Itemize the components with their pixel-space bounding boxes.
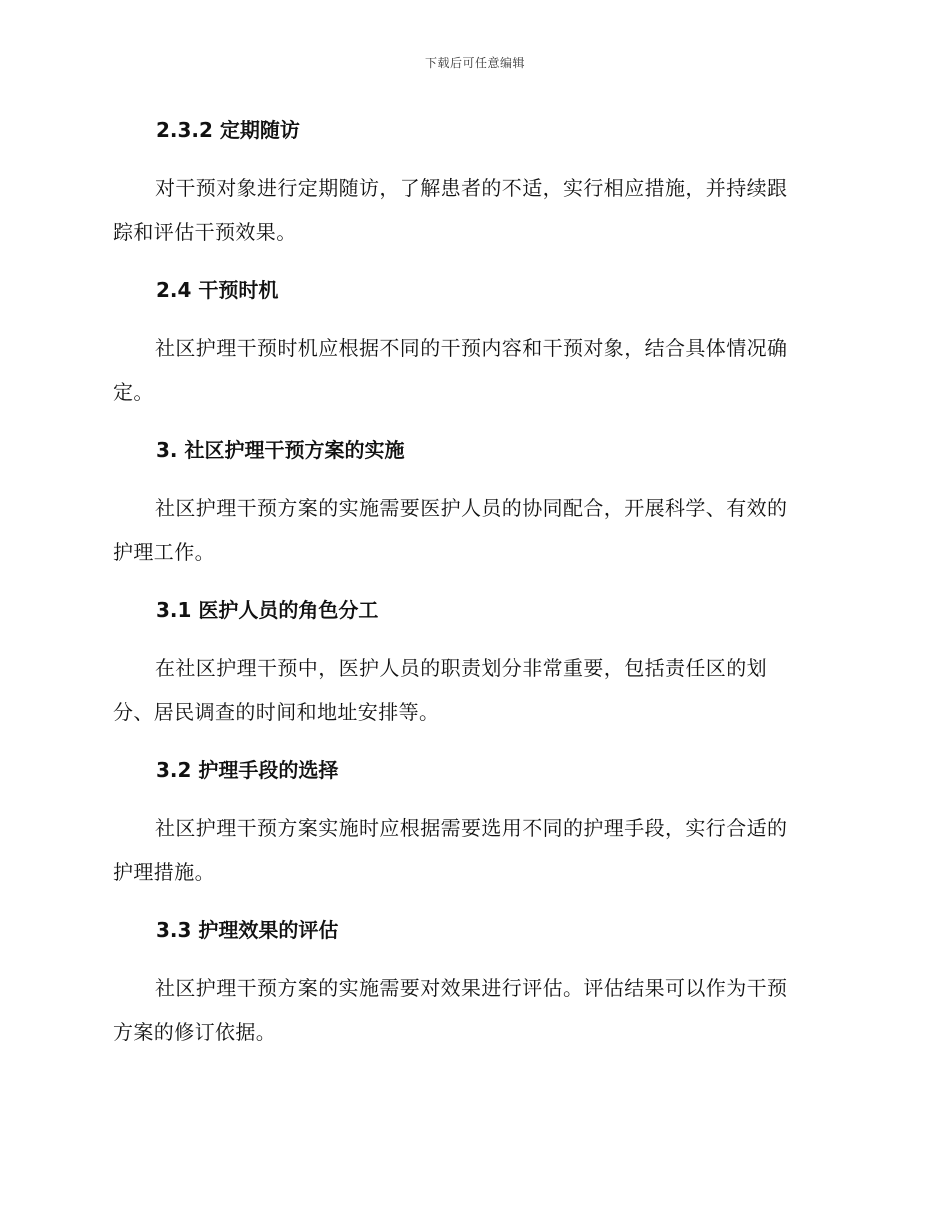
paragraph-line: 社区护理干预方案的实施需要对效果进行评估。评估结果可以作为干预	[155, 976, 788, 1000]
section-heading: 3.1 医护人员的角色分工	[156, 598, 379, 622]
paragraph-line: 护理措施。	[113, 860, 215, 884]
section-paragraph	[113, 326, 833, 414]
paragraph-line: 方案的修订依据。	[113, 1020, 277, 1044]
section-heading: 3. 社区护理干预方案的实施	[156, 438, 405, 462]
document-body	[113, 108, 833, 1068]
section-heading: 3.3 护理效果的评估	[156, 918, 339, 942]
paragraph-line: 分、居民调查的时间和地址安排等。	[113, 700, 440, 724]
paragraph-line: 护理工作。	[113, 540, 215, 564]
paragraph-line: 在社区护理干预中，医护人员的职责划分非常重要，包括责任区的划	[155, 656, 767, 680]
paragraph-line: 定。	[113, 380, 154, 404]
section-heading: 2.3.2 定期随访	[156, 118, 300, 142]
paragraph-line: 社区护理干预时机应根据不同的干预内容和干预对象，结合具体情况确	[155, 336, 788, 360]
paragraph-line: 对干预对象进行定期随访，了解患者的不适，实行相应措施，并持续跟	[155, 176, 788, 200]
section-paragraph	[113, 166, 833, 254]
paragraph-line: 踪和评估干预效果。	[113, 220, 297, 244]
section-heading: 3.2 护理手段的选择	[156, 758, 339, 782]
page-header: 下载后可任意编辑	[424, 56, 525, 70]
section-paragraph	[113, 486, 833, 574]
section-paragraph	[113, 806, 833, 894]
paragraph-line: 社区护理干预方案的实施需要医护人员的协同配合，开展科学、有效的	[155, 496, 788, 520]
section-heading: 2.4 干预时机	[156, 278, 279, 302]
section-paragraph	[113, 966, 833, 1054]
section-paragraph	[113, 646, 833, 734]
paragraph-line: 社区护理干预方案实施时应根据需要选用不同的护理手段，实行合适的	[155, 816, 788, 840]
